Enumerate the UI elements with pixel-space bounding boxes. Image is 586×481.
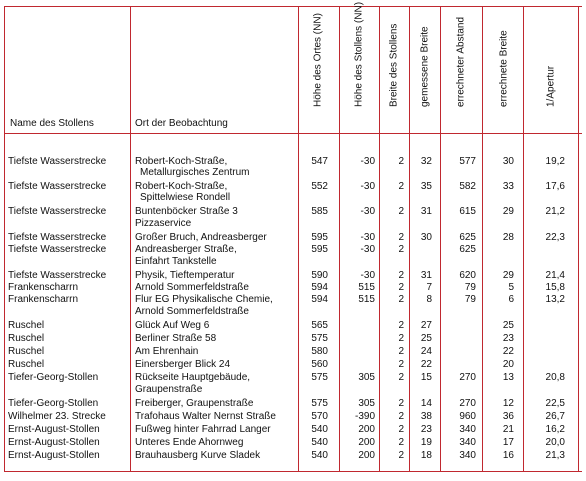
cell-ort: Robert-Koch-Straße,	[135, 181, 228, 192]
cell-ort-line2: Graupenstraße	[135, 384, 203, 395]
table-bottom-rule	[4, 471, 582, 472]
cell-gemessene-breite: 19	[420, 437, 432, 448]
cell-apertur: 26,7	[545, 411, 565, 422]
cell-errechnete-breite: 20	[502, 359, 514, 370]
cell-breite-stollen: 2	[398, 320, 404, 331]
cell-gemessene-breite: 25	[420, 333, 432, 344]
cell-name: Frankenscharrn	[8, 294, 79, 305]
cell-breite-stollen: 2	[398, 346, 404, 357]
cell-name: Ernst-August-Stollen	[8, 424, 100, 435]
cell-ort: Berliner Straße 58	[135, 333, 217, 344]
cell-apertur: 20,8	[545, 372, 565, 383]
cell-apertur: 22,5	[545, 398, 565, 409]
table-row	[0, 294, 586, 306]
cell-hoehe-ort: 590	[311, 270, 328, 281]
cell-ort: Arnold Sommerfeldstraße	[135, 282, 249, 293]
cell-apertur: 13,2	[545, 294, 565, 305]
cell-gemessene-breite: 31	[420, 270, 432, 281]
table-row	[0, 372, 586, 384]
cell-name: Tiefer-Georg-Stollen	[8, 372, 99, 383]
cell-breite-stollen: 2	[398, 411, 404, 422]
cell-name: Ernst-August-Stollen	[8, 450, 100, 461]
cell-name: Tiefer-Georg-Stollen	[8, 398, 99, 409]
cell-hoehe-ort: 575	[311, 398, 328, 409]
cell-hoehe-stollen: 200	[358, 450, 375, 461]
cell-hoehe-ort: 594	[311, 282, 328, 293]
cell-gemessene-breite: 22	[420, 359, 432, 370]
cell-gemessene-breite: 8	[426, 294, 432, 305]
cell-apertur: 19,2	[545, 156, 565, 167]
cell-apertur: 20,0	[545, 437, 565, 448]
cell-apertur: 21,2	[545, 206, 565, 217]
cell-breite-stollen: 2	[398, 437, 404, 448]
cell-hoehe-stollen: 200	[358, 437, 375, 448]
table-row	[0, 411, 586, 423]
cell-hoehe-stollen: -390	[354, 411, 375, 422]
cell-hoehe-ort: 565	[311, 320, 328, 331]
table-row	[0, 359, 586, 371]
header-errechnete-breite: errechnete Breite	[498, 30, 510, 107]
header-errechneter-abstand: errechneter Abstand	[455, 16, 467, 107]
cell-gemessene-breite: 23	[420, 424, 432, 435]
cell-breite-stollen: 2	[398, 232, 404, 243]
cell-hoehe-ort: 547	[311, 156, 328, 167]
header-apertur-cell	[533, 10, 569, 118]
cell-errechnete-breite: 22	[502, 346, 514, 357]
cell-ort: Physik, Tieftemperatur	[135, 270, 235, 281]
cell-hoehe-stollen: -30	[360, 244, 375, 255]
cell-errechneter-abstand: 340	[459, 450, 476, 461]
cell-errechnete-breite: 5	[508, 282, 514, 293]
cell-ort-line2: Pizzaservice	[135, 218, 192, 229]
cell-gemessene-breite: 24	[420, 346, 432, 357]
cell-ort: Unteres Ende Ahornweg	[135, 437, 244, 448]
cell-errechnete-breite: 36	[502, 411, 514, 422]
cell-errechneter-abstand: 340	[459, 437, 476, 448]
cell-errechneter-abstand: 615	[459, 206, 476, 217]
cell-breite-stollen: 2	[398, 156, 404, 167]
cell-hoehe-ort: 585	[311, 206, 328, 217]
cell-hoehe-stollen: 305	[358, 372, 375, 383]
cell-ort: Fußweg hinter Fahrrad Langer	[135, 424, 271, 435]
cell-hoehe-ort: 540	[311, 450, 328, 461]
cell-breite-stollen: 2	[398, 282, 404, 293]
cell-hoehe-ort: 575	[311, 333, 328, 344]
table-row-continuation	[0, 384, 586, 396]
cell-name: Ernst-August-Stollen	[8, 437, 100, 448]
header-bottom-rule	[4, 133, 582, 134]
cell-ort-line2: Metallurgisches Zentrum	[140, 167, 250, 178]
cell-breite-stollen: 2	[398, 450, 404, 461]
table-row	[0, 398, 586, 410]
cell-apertur: 21,4	[545, 270, 565, 281]
cell-breite-stollen: 2	[398, 270, 404, 281]
cell-hoehe-stollen: 305	[358, 398, 375, 409]
cell-errechneter-abstand: 625	[459, 232, 476, 243]
cell-errechnete-breite: 33	[502, 181, 514, 192]
cell-ort: Trafohaus Walter Nernst Straße	[135, 411, 276, 422]
cell-name: Tiefste Wasserstrecke	[8, 270, 107, 281]
table-row	[0, 437, 586, 449]
cell-breite-stollen: 2	[398, 294, 404, 305]
cell-ort: Brauhausberg Kurve Sladek	[135, 450, 261, 461]
cell-name: Ruschel	[8, 333, 45, 344]
cell-apertur: 15,8	[545, 282, 565, 293]
cell-hoehe-ort: 540	[311, 437, 328, 448]
cell-gemessene-breite: 7	[426, 282, 432, 293]
cell-ort-line2: Arnold Sommerfeldstraße	[135, 306, 249, 317]
cell-gemessene-breite: 14	[420, 398, 432, 409]
cell-apertur: 17,6	[545, 181, 565, 192]
header-gemessene-breite: gemessene Breite	[419, 26, 431, 107]
cell-ort-line2: Einfahrt Tankstelle	[135, 256, 217, 267]
cell-name: Ruschel	[8, 320, 45, 331]
cell-ort: Großer Bruch, Andreasberger	[135, 232, 267, 243]
cell-errechnete-breite: 29	[502, 206, 514, 217]
header-hoehe-stollen-cell	[341, 1, 377, 118]
table-row-continuation	[0, 167, 586, 179]
header-apertur: 1/Apertur	[545, 65, 557, 107]
cell-breite-stollen: 2	[398, 333, 404, 344]
table-row-continuation	[0, 218, 586, 230]
cell-errechneter-abstand: 270	[459, 398, 476, 409]
cell-errechnete-breite: 29	[502, 270, 514, 281]
cell-gemessene-breite: 15	[420, 372, 432, 383]
cell-errechnete-breite: 13	[502, 372, 514, 383]
cell-hoehe-ort: 540	[311, 424, 328, 435]
cell-errechnete-breite: 25	[502, 320, 514, 331]
cell-errechnete-breite: 28	[502, 232, 514, 243]
cell-name: Tiefste Wasserstrecke	[8, 232, 107, 243]
cell-hoehe-stollen: 515	[358, 294, 375, 305]
cell-errechnete-breite: 16	[502, 450, 514, 461]
cell-errechneter-abstand: 577	[459, 156, 476, 167]
cell-apertur: 16,2	[545, 424, 565, 435]
cell-ort: Freiberger, Graupenstraße	[135, 398, 254, 409]
cell-ort: Buntenböcker Straße 3	[135, 206, 238, 217]
cell-hoehe-ort: 552	[311, 181, 328, 192]
cell-hoehe-ort: 580	[311, 346, 328, 357]
cell-hoehe-stollen: -30	[360, 232, 375, 243]
cell-ort: Einersberger Blick 24	[135, 359, 231, 370]
cell-name: Tiefste Wasserstrecke	[8, 244, 107, 255]
cell-ort: Am Ehrenhain	[135, 346, 199, 357]
cell-hoehe-stollen: -30	[360, 270, 375, 281]
table-row	[0, 270, 586, 282]
cell-hoehe-ort: 595	[311, 232, 328, 243]
table-row	[0, 424, 586, 436]
cell-ort: Robert-Koch-Straße,	[135, 156, 228, 167]
table-row-continuation	[0, 192, 586, 204]
header-breite-stollen: Breite des Stollens	[388, 23, 400, 107]
cell-ort-line2: Spittelwiese Rondell	[140, 192, 231, 203]
cell-errechneter-abstand: 625	[459, 244, 476, 255]
cell-apertur: 22,3	[545, 232, 565, 243]
table-row	[0, 346, 586, 358]
header-name: Name des Stollens	[10, 118, 94, 129]
cell-name: Ruschel	[8, 346, 45, 357]
cell-errechnete-breite: 12	[502, 398, 514, 409]
cell-name: Ruschel	[8, 359, 45, 370]
cell-hoehe-ort: 560	[311, 359, 328, 370]
cell-hoehe-stollen: 515	[358, 282, 375, 293]
header-hoehe-ort-cell	[300, 10, 336, 118]
header-errechneter-abstand-cell	[443, 10, 479, 118]
cell-errechneter-abstand: 620	[459, 270, 476, 281]
table-row	[0, 320, 586, 332]
cell-hoehe-ort: 595	[311, 244, 328, 255]
cell-hoehe-stollen: -30	[360, 206, 375, 217]
cell-gemessene-breite: 35	[420, 181, 432, 192]
table-row-continuation	[0, 306, 586, 318]
cell-gemessene-breite: 27	[420, 320, 432, 331]
cell-breite-stollen: 2	[398, 424, 404, 435]
cell-errechneter-abstand: 79	[464, 282, 476, 293]
cell-hoehe-ort: 570	[311, 411, 328, 422]
cell-ort: Andreasberger Straße,	[135, 244, 237, 255]
header-gemessene-breite-cell	[407, 10, 443, 118]
cell-ort: Flur EG Physikalische Chemie,	[135, 294, 273, 305]
cell-breite-stollen: 2	[398, 244, 404, 255]
cell-errechneter-abstand: 340	[459, 424, 476, 435]
cell-gemessene-breite: 30	[420, 232, 432, 243]
cell-name: Frankenscharrn	[8, 282, 79, 293]
cell-errechnete-breite: 17	[502, 437, 514, 448]
header-errechnete-breite-cell	[486, 10, 522, 118]
cell-name: Tiefste Wasserstrecke	[8, 181, 107, 192]
cell-breite-stollen: 2	[398, 181, 404, 192]
cell-breite-stollen: 2	[398, 206, 404, 217]
cell-errechneter-abstand: 270	[459, 372, 476, 383]
cell-hoehe-ort: 575	[311, 372, 328, 383]
cell-errechnete-breite: 23	[502, 333, 514, 344]
cell-gemessene-breite: 31	[420, 206, 432, 217]
cell-name: Wilhelmer 23. Strecke	[8, 411, 106, 422]
cell-name: Tiefste Wasserstrecke	[8, 206, 107, 217]
table-row	[0, 333, 586, 345]
cell-errechnete-breite: 21	[502, 424, 514, 435]
header-hoehe-stollen: Höhe des Stollens (NN)	[353, 1, 365, 107]
table-row	[0, 282, 586, 294]
table-row	[0, 206, 586, 218]
cell-hoehe-stollen: -30	[360, 156, 375, 167]
header-hoehe-ort: Höhe des Ortes (NN)	[312, 13, 324, 107]
cell-errechneter-abstand: 79	[464, 294, 476, 305]
cell-errechneter-abstand: 582	[459, 181, 476, 192]
cell-ort: Rückseite Hauptgebäude,	[135, 372, 251, 383]
table-row	[0, 244, 586, 256]
cell-breite-stollen: 2	[398, 398, 404, 409]
header-top-rule	[4, 6, 582, 7]
cell-gemessene-breite: 18	[420, 450, 432, 461]
cell-hoehe-stollen: -30	[360, 181, 375, 192]
cell-breite-stollen: 2	[398, 359, 404, 370]
cell-breite-stollen: 2	[398, 372, 404, 383]
cell-errechnete-breite: 30	[502, 156, 514, 167]
cell-hoehe-ort: 594	[311, 294, 328, 305]
table-row	[0, 450, 586, 462]
cell-errechnete-breite: 6	[508, 294, 514, 305]
cell-ort: Glück Auf Weg 6	[135, 320, 210, 331]
table-row-continuation	[0, 256, 586, 268]
cell-hoehe-stollen: 200	[358, 424, 375, 435]
header-ort: Ort der Beobachtung	[135, 118, 228, 129]
table-row	[0, 232, 586, 244]
cell-apertur: 21,3	[545, 450, 565, 461]
cell-gemessene-breite: 38	[420, 411, 432, 422]
cell-gemessene-breite: 32	[420, 156, 432, 167]
cell-name: Tiefste Wasserstrecke	[8, 156, 107, 167]
cell-errechneter-abstand: 960	[459, 411, 476, 422]
